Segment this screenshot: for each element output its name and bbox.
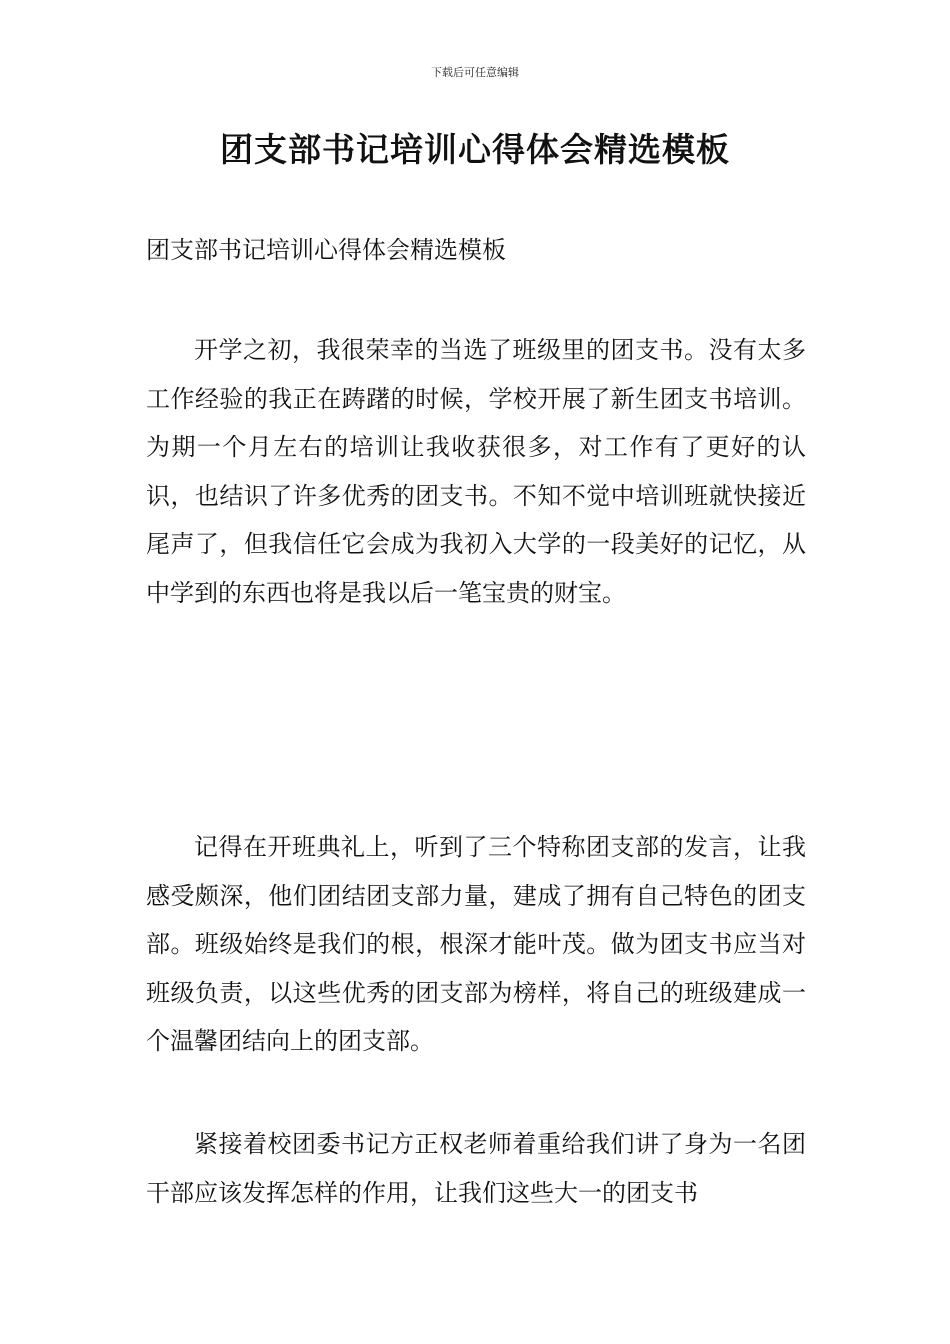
paragraph-1: 开学之初，我很荣幸的当选了班级里的团支书。没有太多工作经验的我正在踌躇的时候，学校开展了新生团支书培训。为期一个月左右的培训让我收获很多，对工作有了更好的认识，也结识了许多优秀的团支书。不知不觉中培训班就快接近尾声了，但我信任它会成为我初入大学的一段美好的记忆，从中学到的东西也将是我以后一笔宝贵的财宝。 (146, 336, 806, 607)
document-subtitle: 团支部书记培训心得体会精选模板 (146, 236, 506, 264)
paragraph-2: 记得在开班典礼上，听到了三个特称团支部的发言，让我感受颇深，他们团结团支部力量，建成了拥有自己特色的团支部。班级始终是我们的根，根深才能叶茂。做为团支书应当对班级负责，以这些优秀的团支部为榜样，将自己的班级建成一个温馨团结向上的团支部。 (146, 833, 806, 1055)
header-note: 下载后可任意编辑 (431, 66, 519, 79)
paragraph-3: 紧接着校团委书记方正权老师着重给我们讲了身为一名团干部应该发挥怎样的作用，让我们这些大一的团支书 (146, 1130, 806, 1207)
document-title: 团支部书记培训心得体会精选模板 (220, 130, 730, 169)
